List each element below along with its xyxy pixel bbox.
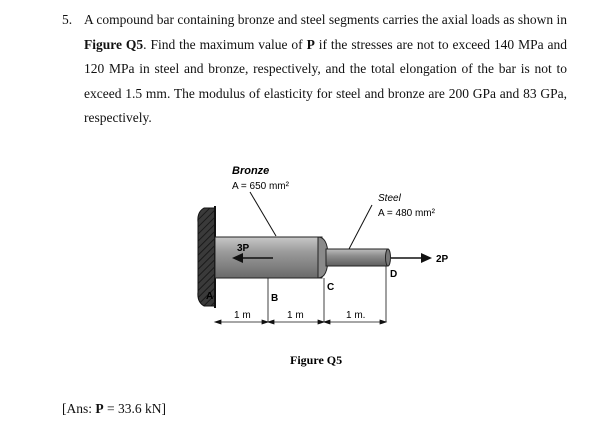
point-a-label: A — [206, 291, 214, 302]
load-3p-label: 3P — [237, 243, 250, 254]
problem-number: 5. — [62, 12, 73, 27]
bronze-area-label: A = 650 mm² — [232, 181, 289, 192]
answer-variable: P — [95, 401, 104, 416]
answer-prefix: [Ans: — [62, 401, 96, 416]
steel-area-label: A = 480 mm² — [378, 208, 435, 219]
point-d-label: D — [390, 269, 398, 280]
dimension-label-3: 1 m. — [346, 310, 366, 321]
variable-p: P — [306, 36, 315, 52]
load-2p-label: 2P — [436, 254, 449, 265]
answer-value: = 33.6 kN] — [103, 401, 166, 416]
steel-segment — [326, 249, 388, 266]
figure-caption: Figure Q5 — [290, 353, 343, 367]
load-2p-arrow — [391, 253, 432, 263]
answer-line — [62, 401, 166, 417]
problem-text-part-2: . Find the maximum value of — [143, 36, 307, 52]
steel-label: Steel — [378, 193, 401, 204]
dimension-label-1: 1 m — [234, 310, 251, 321]
figure-reference: Figure Q5 — [84, 36, 144, 52]
steel-end-cap — [386, 249, 391, 266]
bronze-label: Bronze — [232, 165, 270, 177]
point-b-label: B — [271, 293, 279, 304]
problem-text-part-3: if the stresses are not to exceed 140 MPa and 120 MPa in steel and bronze, respectively, and the total elongation of the bar is not to exceed 1.5 mm. The modulus of elasticity for steel and bronze are 200 GPa and 83 GPa, respectively. — [84, 36, 567, 125]
bronze-leader-line — [250, 192, 276, 236]
point-c-label: C — [327, 282, 335, 293]
dimension-label-2: 1 m — [287, 310, 304, 321]
steel-leader-line — [349, 205, 372, 249]
problem-text-part-1: A compound bar containing bronze and steel segments carries the axial loads as shown in — [84, 12, 567, 27]
